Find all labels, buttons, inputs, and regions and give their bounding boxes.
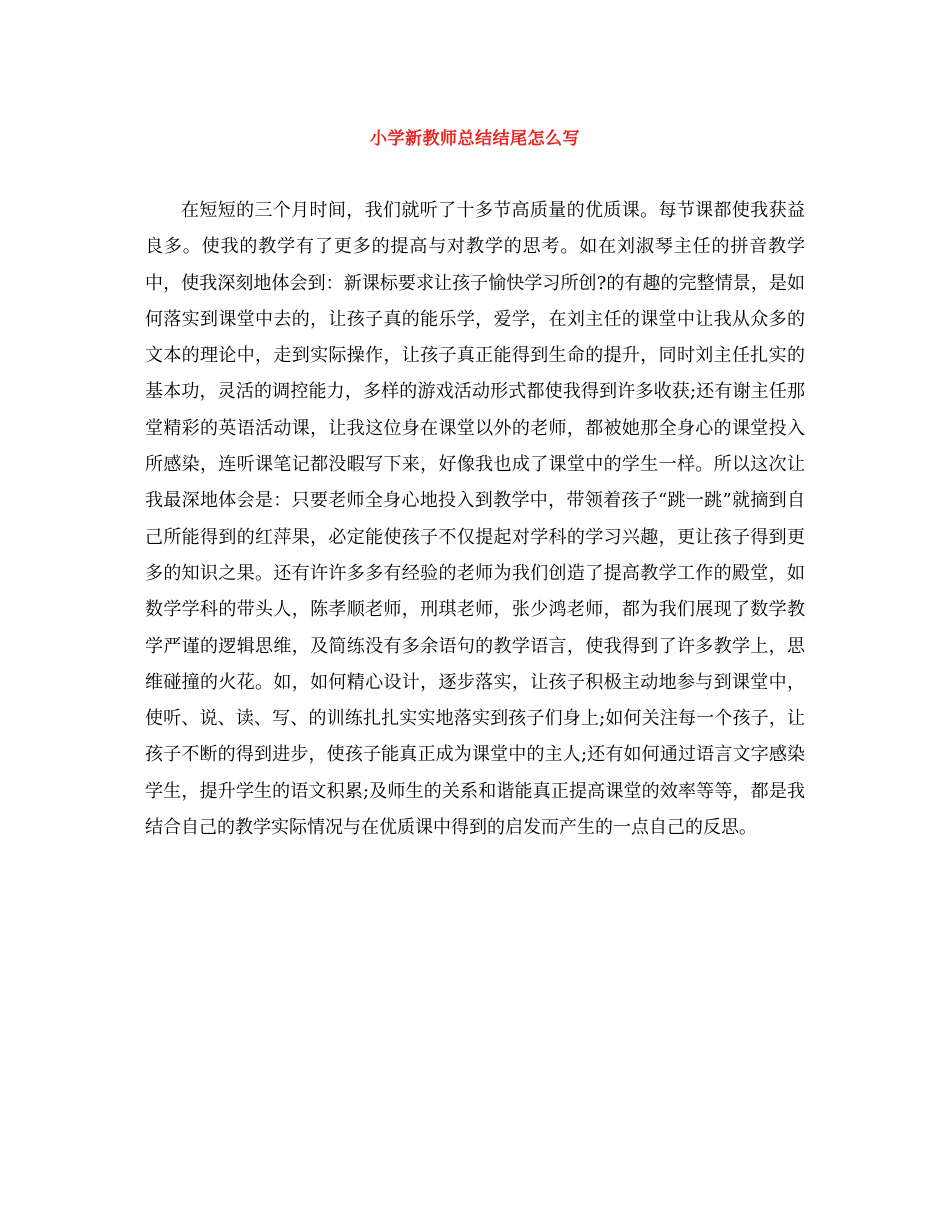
document-title: 小学新教师总结结尾怎么写 [370, 129, 580, 149]
body-paragraph: 在短短的三个月时间，我们就听了十多节高质量的优质课。每节课都使我获益良多。使我的教学有了更多的提高与对教学的思考。如在刘淑琴主任的拼音教学中，使我深刻地体会到：新课标要求让孩子愉快学习所创?的有趣的完整情景，是如何落实到课堂中去的，让孩子真的能乐学，爱学，在刘主任的课堂中让我从众多的文本的理论中，走到实际操作，让孩子真正能得到生命的提升，同时刘主任扎实的基本功，灵活的调控能力，多样的游戏活动形式都使我得到许多收获;还有谢主任那堂精彩的英语活动课，让我这位身在课堂以外的老师，都被她那全身心的课堂投入所感染，连听课笔记都没暇写下来，好像我也成了课堂中的学生一样。所以这次让我最深地体会是：只要老师全身心地投入到教学中，带领着孩子“跳一跳”就摘到自己所能得到的红萍果，必定能使孩子不仅提起对学科的学习兴趣，更让孩子得到更多的知识之果。还有许许多多有经验的老师为我们创造了提高教学工作的殿堂，如数学学科的带头人，陈孝顺老师，刑琪老师，张少鸿老师，都为我们展现了数学教学严谨的逻辑思维，及简练没有多余语句的教学语言，使我得到了许多教学上，思维碰撞的火花。如，如何精心设计，逐步落实，让孩子积极主动地参与到课堂中，使听、说、读、写、的训练扎扎实实地落实到孩子们身上;如何关注每一个孩子，让孩子不断的得到进步，使孩子能真正成为课堂中的主人;还有如何通过语言文字感染学生，提升学生的语文积累;及师生的关系和谐能真正提高课堂的效率等等，都是我结合自己的教学实际情况与在优质课中得到的启发而产生的一点自己的反思。 [145, 200, 805, 839]
